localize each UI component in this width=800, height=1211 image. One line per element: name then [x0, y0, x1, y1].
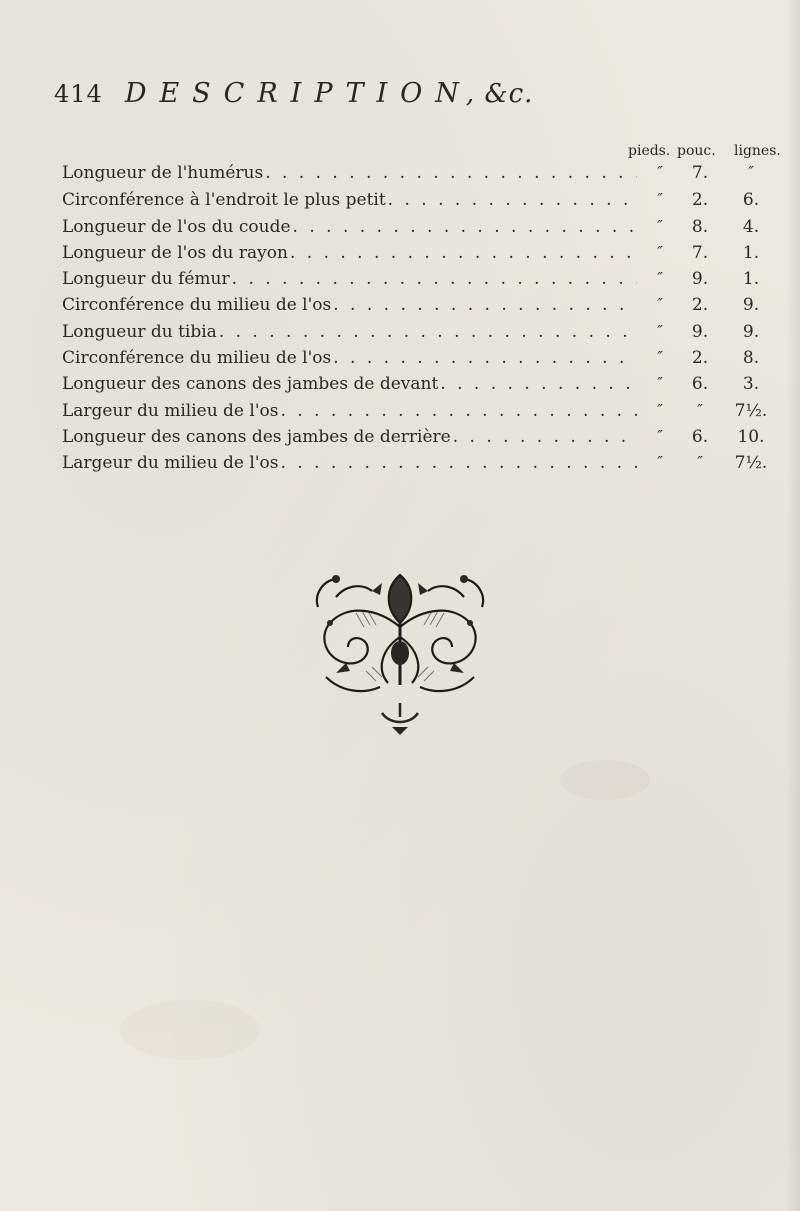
cell-lignes: 10. — [737, 427, 765, 447]
table-row — [0, 217, 800, 245]
dot-leader — [280, 401, 637, 421]
row-label-wrap — [62, 269, 637, 289]
row-label: Circonférence du milieu de l'os — [62, 348, 332, 368]
cell-pieds: ″ — [657, 163, 663, 181]
cell-pouces: 9. — [691, 322, 709, 342]
row-label-wrap — [62, 243, 637, 263]
cell-lignes: ″ — [748, 163, 754, 181]
row-label: Longueur du tibia — [62, 322, 217, 342]
cell-pouces: ″ — [697, 401, 703, 419]
ornament-stem-icon — [352, 703, 448, 735]
dot-leader — [280, 453, 637, 473]
row-label-wrap — [62, 190, 637, 210]
row-label: Circonférence du milieu de l'os — [62, 295, 332, 315]
cell-lignes: 7½. — [734, 401, 768, 421]
column-header-pieds: pieds. — [628, 143, 671, 159]
row-label: Longueur de l'humérus — [62, 163, 264, 183]
dot-leader — [232, 269, 637, 289]
cell-pouces: 2. — [691, 348, 709, 368]
cell-pouces: 7. — [691, 243, 709, 263]
table-row — [0, 190, 800, 218]
dot-leader — [219, 322, 637, 342]
row-label-wrap — [62, 427, 637, 447]
paper-stain — [120, 1000, 260, 1060]
row-label-wrap — [62, 348, 637, 368]
cell-pouces: 8. — [691, 217, 709, 237]
cell-pieds: ″ — [657, 243, 663, 261]
dot-leader — [388, 190, 637, 210]
row-label-wrap — [62, 401, 637, 421]
table-row — [0, 374, 800, 402]
row-label: Longueur des canons des jambes de derrière — [62, 427, 451, 447]
column-header-pouces: pouc. — [677, 143, 716, 159]
row-label: Longueur du fémur — [62, 269, 230, 289]
table-row — [0, 427, 800, 455]
cell-pieds: ″ — [657, 190, 663, 208]
dot-leader — [440, 374, 637, 394]
row-label: Largeur du milieu de l'os — [62, 401, 279, 421]
paper-stain — [560, 760, 650, 800]
cell-lignes: 8. — [742, 348, 760, 368]
cell-lignes: 9. — [742, 322, 760, 342]
cell-pouces: ″ — [697, 453, 703, 471]
row-label-wrap — [62, 453, 637, 473]
cell-lignes: 1. — [742, 269, 760, 289]
fleuron-ornament-icon — [306, 567, 494, 707]
table-row — [0, 401, 800, 429]
cell-pieds: ″ — [657, 322, 663, 340]
row-label-wrap — [62, 163, 637, 183]
cell-lignes: 3. — [742, 374, 760, 394]
page-title-tail: , &c. — [465, 79, 534, 109]
row-label: Circonférence à l'endroit le plus petit — [62, 190, 386, 210]
row-label: Longueur des canons des jambes de devant — [62, 374, 439, 394]
row-label: Largeur du milieu de l'os — [62, 453, 279, 473]
row-label-wrap — [62, 295, 637, 315]
cell-pouces: 6. — [691, 427, 709, 447]
page-title: DESCRIPTION — [124, 78, 472, 109]
cell-pouces: 2. — [691, 295, 709, 315]
cell-lignes: 7½. — [734, 453, 768, 473]
table-row — [0, 163, 800, 191]
cell-pieds: ″ — [657, 401, 663, 419]
dot-leader — [453, 427, 637, 447]
table-row — [0, 295, 800, 323]
page-number: 414 — [54, 80, 103, 108]
table-row — [0, 269, 800, 297]
table-row — [0, 322, 800, 350]
column-header-lignes: lignes. — [734, 143, 781, 159]
cell-lignes: 9. — [742, 295, 760, 315]
row-label-wrap — [62, 322, 637, 342]
cell-lignes: 6. — [742, 190, 760, 210]
cell-lignes: 4. — [742, 217, 760, 237]
dot-leader — [265, 163, 637, 183]
table-row — [0, 453, 800, 481]
cell-lignes: 1. — [742, 243, 760, 263]
table-row — [0, 348, 800, 376]
dot-leader — [290, 243, 637, 263]
cell-pouces: 2. — [691, 190, 709, 210]
cell-pieds: ″ — [657, 453, 663, 471]
row-label: Longueur de l'os du rayon — [62, 243, 288, 263]
dot-leader — [333, 348, 637, 368]
dot-leader — [293, 217, 637, 237]
cell-pieds: ″ — [657, 295, 663, 313]
table-row — [0, 243, 800, 271]
cell-pieds: ″ — [657, 348, 663, 366]
dot-leader — [333, 295, 637, 315]
cell-pieds: ″ — [657, 427, 663, 445]
cell-pouces: 9. — [691, 269, 709, 289]
column-headers — [628, 143, 798, 165]
row-label-wrap — [62, 217, 637, 237]
cell-pouces: 7. — [691, 163, 709, 183]
cell-pieds: ″ — [657, 217, 663, 235]
cell-pieds: ″ — [657, 269, 663, 287]
cell-pouces: 6. — [691, 374, 709, 394]
row-label: Longueur de l'os du coude — [62, 217, 291, 237]
row-label-wrap — [62, 374, 637, 394]
cell-pieds: ″ — [657, 374, 663, 392]
running-head — [54, 78, 774, 122]
